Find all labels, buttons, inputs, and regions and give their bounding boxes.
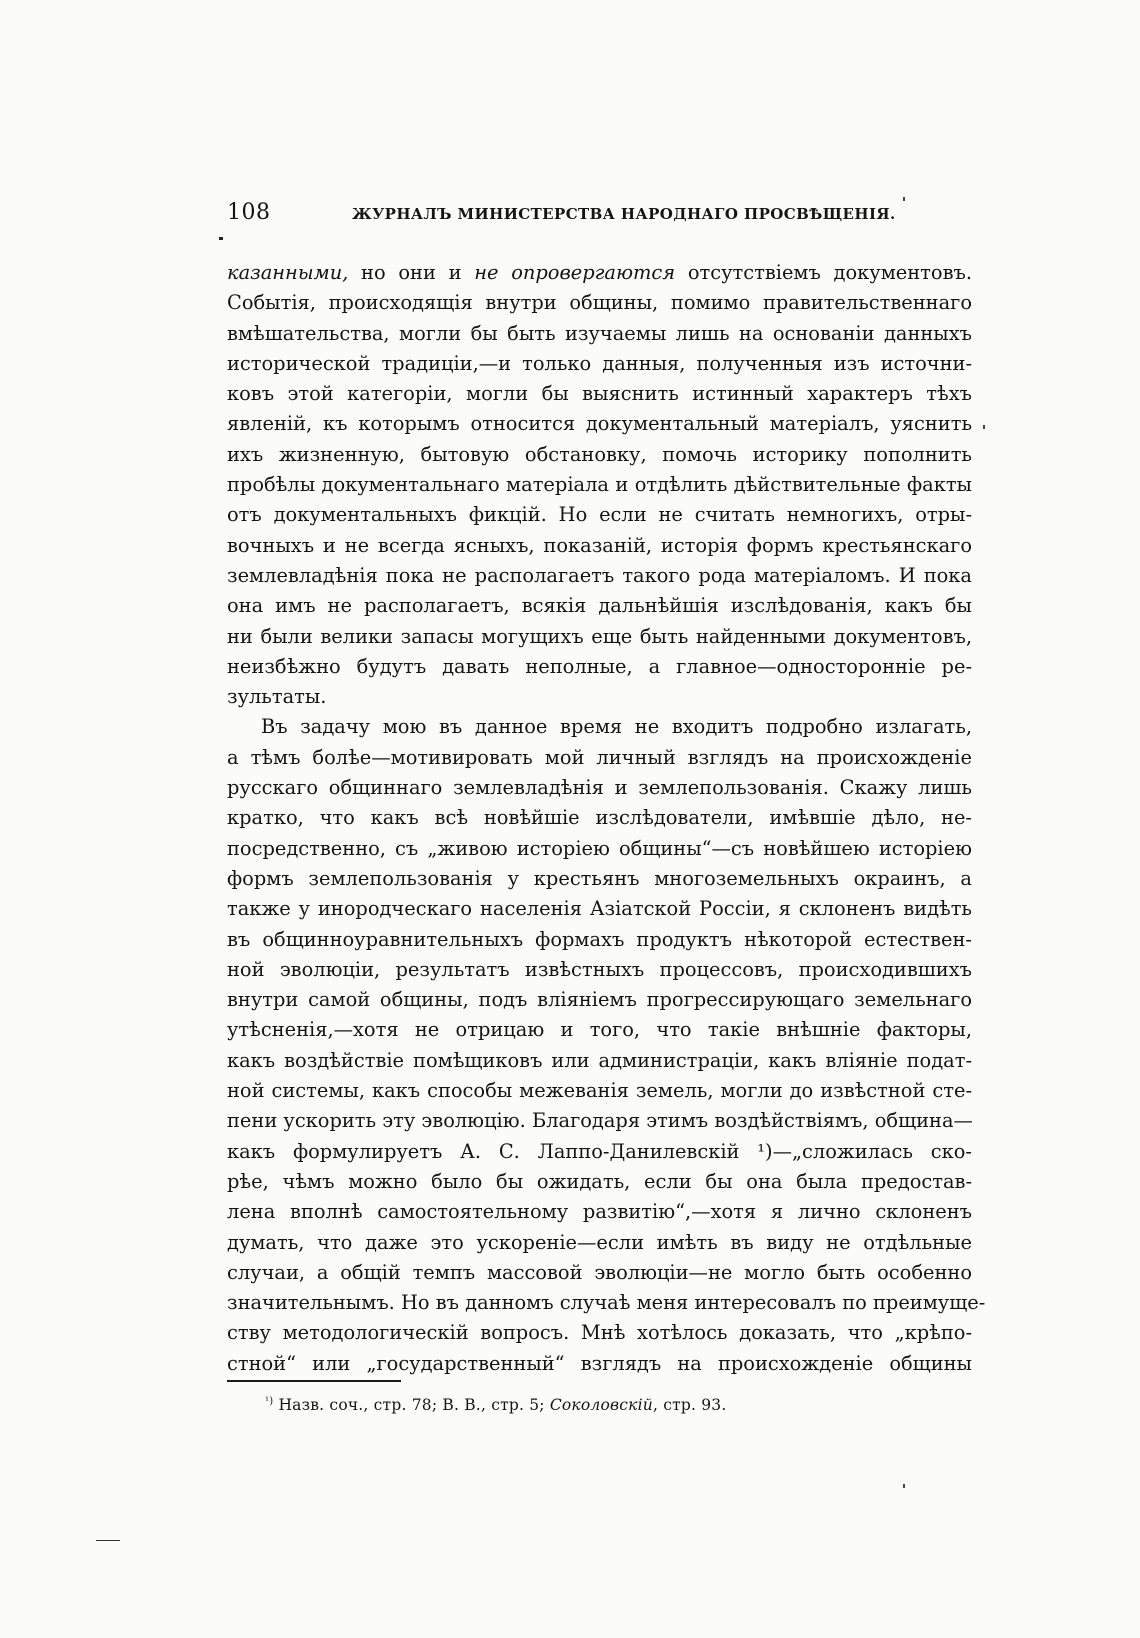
text-line: посредственно, съ „живою исторіею общины“—съ новѣйшею исторіею [227,836,972,860]
text-line: пени ускорить эту эволюцію. Благодаря этимъ воздѣйствіямъ, община— [227,1109,973,1133]
text-line: отъ документальныхъ фикцій. Но если не считать немногихъ, отры- [227,503,972,527]
text-line: зультаты. [227,685,327,709]
text-fragment: отсутствіемъ документовъ. [675,261,972,284]
text-line [227,258,972,288]
italic-phrase: не опровергаются [474,261,676,284]
scan-speck [983,425,985,429]
text-line: стной“ или „государственный“ взглядъ на происхожденіе общины [227,1351,972,1375]
paragraph-start: Въ задачу мою въ данное время не входитъ подробно излагать, [261,715,972,739]
text-line: ихъ жизненную, бытовую обстановку, помочь историку пополнить [227,442,972,466]
text-line: рѣе, чѣмъ можно было бы ожидать, если бы она была предостав- [227,1169,972,1193]
text-line: утѣсненія,—хотя не отрицаю и того, что такіе внѣшніе факторы, [227,1018,972,1042]
text-line: пробѣлы документальнаго матеріала и отдѣлить дѣйствительные факты [227,473,972,497]
text-line: неизбѣжно будутъ давать неполные, а главное—односторонніе ре- [227,654,972,678]
text-line: ной эволюціи, результатъ извѣстныхъ процессовъ, происходившихъ [227,957,972,981]
text-line: въ общинноуравнительныхъ формахъ продуктъ нѣкоторой естествен- [227,927,972,951]
footnote-text: , стр. 93. [652,1396,727,1414]
text-line: исторической традиціи,—и только данныя, полученныя изъ источни- [227,351,972,375]
text-line: Событія, происходящія внутри общины, помимо правительственнаго [227,291,972,315]
text-line: явленій, къ которымъ относится документальный матеріалъ, уяснить [227,412,972,436]
text-line: формъ землепользованія у крестьянъ многоземельныхъ окраинъ, а [227,866,972,890]
running-title: ЖУРНАЛЪ МИНИСТЕРСТВА НАРОДНАГО ПРОСВѢЩЕНІЯ. [352,205,896,223]
text-line: какъ формулируетъ А. С. Лаппо-Данилевскій ¹)—„сложилась ско- [227,1139,972,1163]
text-line: вмѣшательства, могли бы быть изучаемы лишь на основаніи данныхъ [227,321,972,345]
text-line: землевладѣнія пока не располагаетъ такого рода матеріаломъ. И пока [227,563,972,587]
text-line: значительнымъ. Но въ данномъ случаѣ меня интересовалъ по преимуще- [227,1291,986,1315]
text-line: она имъ не располагаетъ, всякія дальнѣйшія изслѣдованія, какъ бы [227,594,972,618]
scan-speck [903,197,905,201]
text-line: а тѣмъ болѣе—мотивировать мой личный взглядъ на происхожденіе [227,745,972,769]
text-line: русскаго общиннаго землевладѣнія и землепользованія. Скажу лишь [227,776,972,800]
text-line: ству методологическій вопросъ. Мнѣ хотѣлось доказать, что „крѣпо- [227,1321,972,1345]
footnote-rule [227,1380,401,1382]
text-line: ной системы, какъ способы межеванія земель, могли до извѣстной сте- [227,1079,972,1103]
text-line: какъ воздѣйствіе помѣщиковъ или администраціи, какъ вліяніе подат- [227,1048,972,1072]
text-line: ни были велики запасы могущихъ еще быть найденными документовъ, [227,624,972,648]
text-line: также у инородческаго населенія Азіатской Россіи, я склоненъ видѣть [227,897,972,921]
body-text [227,258,986,1379]
scan-speck [903,1484,905,1488]
text-line: ковъ этой категоріи, могли бы выяснить истинный характеръ тѣхъ [227,382,972,406]
text-line: вочныхъ и не всегда ясныхъ, показаній, исторія формъ крестьянскаго [227,533,972,557]
text-line: думать, что даже это ускореніе—если имѣть въ виду не отдѣльные [227,1230,972,1254]
print-mark [219,237,223,240]
page-number: 108 [227,200,271,225]
text-fragment: но они и [348,261,475,284]
text-line: случаи, а общій темпъ массовой эволюціи—не могло быть особенно [227,1260,972,1284]
footnote [265,1396,726,1414]
italic-word: казанными, [227,261,349,284]
margin-mark [96,1540,120,1541]
text-line: кратко, что какъ всѣ новѣйшіе изслѣдователи, имѣвшіе дѣло, не- [227,806,972,830]
text-line: лена вполнѣ самостоятельному развитію“,—хотя я лично склоненъ [227,1200,972,1224]
footnote-text: Назв. соч., стр. 78; В. В., стр. 5; [273,1396,550,1414]
footnote-author: Соколовскій [549,1396,653,1414]
text-line: внутри самой общины, подъ вліяніемъ прогрессирующаго земельнаго [227,988,972,1012]
footnote-mark: ¹) [265,1396,274,1407]
